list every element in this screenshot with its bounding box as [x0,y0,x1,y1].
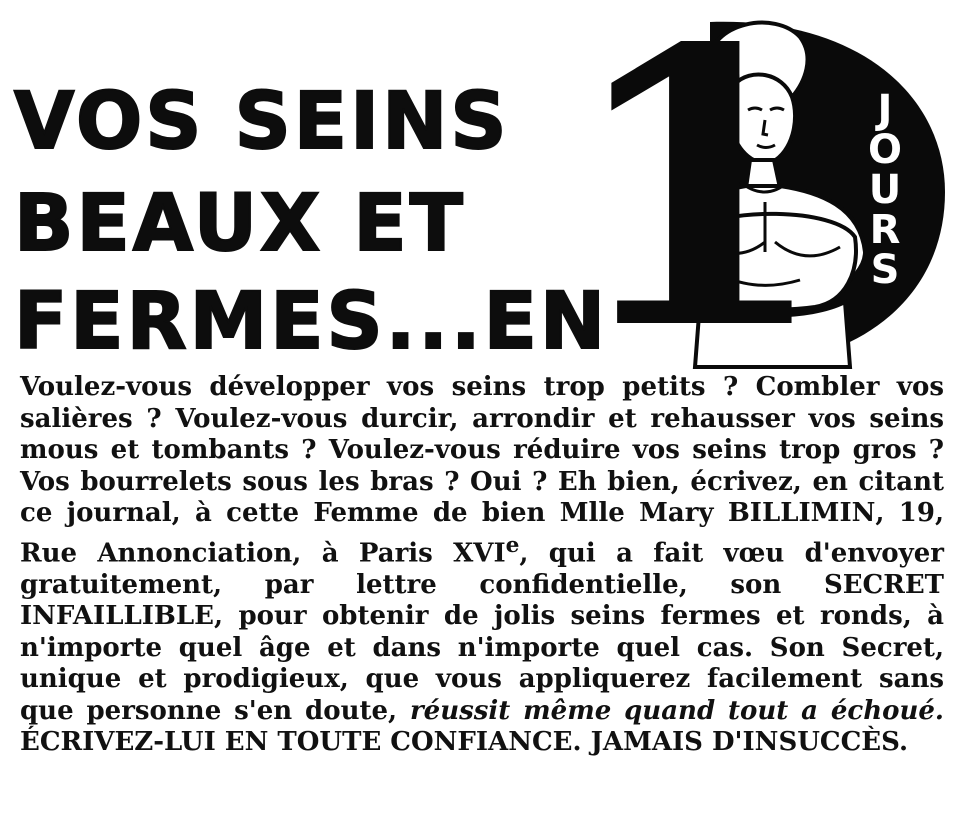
jours-letter: O [867,127,902,173]
headline-line-2: BEAUX ET [14,179,466,269]
closing-call: ÉCRIVEZ-LUI EN TOUTE CONFIANCE. JAMAIS D'INSUCCÈS. [20,727,908,758]
body-part: , pour obtenir de jolis seins fermes et ronds, à n'importe quel âge et dans n'importe quel cas. Son Secret, unique et prodigieux, que vous appliquerez facilement sans que personne s'en doute, [20,601,944,726]
body-copy [20,372,944,759]
body-part: , qui a fait vœu d'envoyer gratuitement, par lettre confidentielle, son [20,538,944,600]
body-part: Voulez-vous développer vos seins trop petits ? Combler vos salières ? Voulez-vous durcir, arrondir et rehausser vos seins mous et tombants ? Voulez-vous réduire vos seins trop gros ? Vos bourrelets sous les bras ? Oui ? Eh bien, écrivez, en citant ce journal, à cette Femme de bien [20,372,944,528]
jours-letter: U [868,167,902,213]
jours-letter: S [870,247,900,293]
secret-phrase: SECRET INFAILLIBLE [20,569,944,632]
jours-letter: J [877,87,893,133]
italic-phrase: réussit même quand tout a échoué. [409,695,944,726]
headline-line-1: VOS SEINS [14,77,510,167]
jours-letter: R [869,207,901,253]
arrondissement-suffix: e [505,532,520,558]
big-digit-one: 1 [565,0,830,413]
body-part: , 19, Rue Annonciation, à Paris XVI [20,498,944,569]
jours-vertical-label [855,87,915,340]
contact-name: Mlle Mary BILLIMIN [559,498,876,528]
headline-line-3: FERMES...EN [14,277,609,367]
